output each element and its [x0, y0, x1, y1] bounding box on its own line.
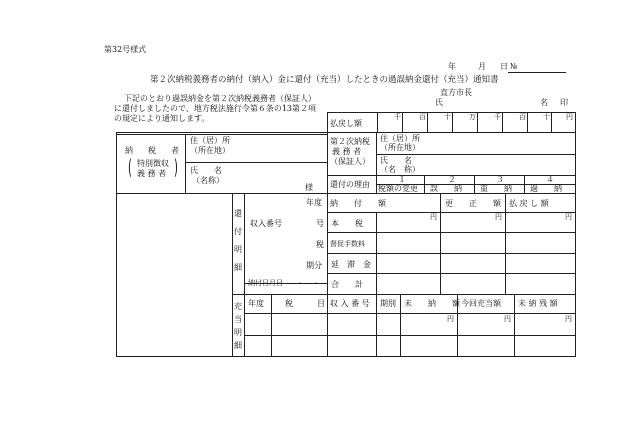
kanpu-row-label: 督促手数料 — [330, 240, 365, 248]
kanpu-col-header: 更 正 額 — [445, 199, 501, 208]
juto-col-header: 収 入 番 号 — [330, 299, 370, 308]
kanpu-col-line — [505, 193, 506, 294]
frame-top — [116, 132, 576, 133]
frame-right — [575, 112, 576, 357]
reason-item: 過 納 — [530, 184, 562, 193]
juto-label-char: 明 — [234, 328, 242, 337]
kanpu-kibetsu: 期分 — [306, 261, 322, 270]
refund-cell-line — [527, 112, 528, 133]
kanpu-row-label: 延 滞 金 — [331, 260, 371, 269]
issuer-office: 直方市長 — [440, 88, 472, 97]
secondary-address-label: 住（居）所 — [380, 134, 420, 143]
intro-line-1: 下記のとおり過誤納金を第２次納税義務者（保証人） — [124, 94, 316, 103]
kanpu-row-line — [327, 232, 576, 233]
juto-col-header: 期別 — [380, 299, 396, 308]
taxpayer-label-char: 税 — [148, 146, 156, 155]
yen-unit: 円 — [430, 213, 437, 221]
taxpayer-paren-line: 特別徴収 — [137, 159, 169, 168]
juto-col-line — [514, 294, 515, 357]
reason-num: ３ — [496, 175, 504, 184]
reason-item: 税額の変更 — [378, 184, 418, 193]
reason-col-line — [474, 175, 475, 194]
unit-label: 万 — [469, 113, 476, 121]
juto-row-line — [244, 313, 576, 314]
date-day: 日 — [500, 62, 508, 71]
yen-unit: 円 — [495, 213, 502, 221]
kanpu-zei: 税 — [316, 240, 324, 249]
refund-cell-line — [551, 112, 552, 133]
juto-col-header: 未 納 残 額 — [518, 299, 558, 308]
secondary-mid — [376, 154, 576, 155]
reason-item: 誤 納 — [430, 184, 462, 193]
yen-unit: 円 — [565, 315, 572, 323]
secondary-label-line: 義 務 者 — [332, 147, 362, 156]
taxpayer-name-sub: （名称） — [192, 176, 224, 185]
refund-cell-line — [427, 112, 428, 133]
intro-line-2: に還付しましたので、地方税法施行令第６条の13第２項 — [114, 104, 317, 113]
kanpu-label-char: 細 — [234, 263, 242, 272]
refund-div — [377, 112, 378, 133]
juto-col-header: 年度 — [248, 299, 264, 308]
date-month: 月 — [478, 62, 486, 71]
kanpu-bottom — [232, 294, 576, 295]
number-underline — [508, 72, 566, 73]
kanpu-nendo: 年度 — [306, 198, 322, 207]
taxpayer-name-label: 氏 名 — [190, 166, 222, 175]
kanpu-labelcol — [244, 193, 245, 357]
yen-unit: 円 — [565, 213, 572, 221]
refund-cell-line — [402, 112, 403, 133]
document-number: № — [510, 62, 518, 71]
kanpu-label-char: 明 — [234, 245, 242, 254]
taxpayer-honorific: 様 — [305, 183, 313, 192]
kanpu-date-sep: ・ ・ — [296, 279, 320, 288]
kanpu-label-char: 還 — [234, 209, 242, 218]
secondary-label-line: （保証人） — [330, 157, 370, 166]
unit-label: 百 — [419, 113, 426, 121]
unit-label: 円 — [566, 113, 573, 121]
taxpayer-address-sub: （所在地） — [190, 146, 230, 155]
refund-left — [327, 112, 328, 133]
secondary-label-line: 第２次納税 — [330, 137, 370, 146]
juto-row-line — [244, 335, 576, 336]
paren-open-icon: ( — [127, 155, 132, 179]
intro-line-3: の規定により通知します。 — [114, 114, 210, 123]
yen-unit: 円 — [504, 315, 511, 323]
center-div-upper — [327, 132, 328, 194]
kanpu-col-line — [440, 193, 441, 294]
reason-col-line — [424, 175, 425, 194]
juto-label-char: 充 — [234, 302, 242, 311]
juto-label-char: 当 — [234, 315, 242, 324]
kanpu-row-line — [327, 212, 576, 213]
taxpayer-top — [116, 134, 328, 135]
refund-cell-line — [452, 112, 453, 133]
kanpu-nofu-date: 納付日月日 — [248, 279, 283, 287]
unit-label: 十 — [543, 113, 550, 121]
refund-cell-line — [477, 112, 478, 133]
kanpu-col-header: 納 付 額 — [330, 199, 386, 208]
kanpu-col-header: 払 戻 し 額 — [509, 199, 549, 208]
refund-cell-line — [502, 112, 503, 133]
refund-label: 払戻し額 — [330, 119, 362, 128]
reason-num: １ — [398, 175, 406, 184]
document-title: 第２次納税義務者の納付（納入）金に還付（充当）したときの過誤納金還付（充当）通知書 — [150, 75, 499, 85]
frame-left — [116, 132, 117, 357]
juto-col-line — [376, 294, 377, 357]
kanpu-go: 号 — [316, 219, 324, 228]
unit-label: 百 — [519, 113, 526, 121]
unit-label: 千 — [494, 113, 501, 121]
juto-col-line — [400, 294, 401, 357]
kanpu-left — [232, 193, 233, 357]
taxpayer-paren-line: 義 務 者 — [137, 169, 167, 178]
juto-col-line — [271, 294, 272, 357]
reason-num: ２ — [448, 175, 456, 184]
frame-bottom — [116, 356, 576, 357]
juto-col-header: 税 目 — [285, 299, 325, 308]
kanpu-row-label: 合 計 — [331, 280, 363, 289]
form-id: 第32号様式 — [104, 45, 147, 54]
taxpayer-label-char: 納 — [125, 146, 133, 155]
secondary-name-sub: （名 称） — [380, 165, 420, 174]
issuer-name-label: 氏 — [435, 98, 443, 107]
kanpu-row-line — [327, 273, 576, 274]
yen-unit: 円 — [447, 315, 454, 323]
unit-label: 十 — [444, 113, 451, 121]
issuer-name-suffix: 名 — [540, 98, 548, 107]
taxpayer-mid — [185, 162, 328, 163]
reason-label: 還付の理由 — [330, 180, 370, 189]
kanpu-row-label: 本 税 — [331, 219, 363, 228]
taxpayer-div — [185, 134, 186, 194]
secondary-name-label: 氏 名 — [380, 156, 412, 165]
secondary-address-sub: （所在地） — [380, 143, 420, 152]
reason-num: ４ — [546, 175, 554, 184]
kanpu-center — [327, 193, 328, 357]
juto-col-header: 今回充当額 — [461, 299, 501, 308]
taxpayer-label-char: 者 — [171, 146, 179, 155]
date-year: 年 — [448, 62, 456, 71]
taxpayer-address-label: 住（居）所 — [190, 136, 230, 145]
paren-close-icon: ) — [173, 155, 178, 179]
juto-label-char: 細 — [234, 341, 242, 350]
reason-item: 重 納 — [480, 184, 512, 193]
juto-col-header: 未 納 額 — [404, 299, 460, 308]
kanpu-shunyu-label: 収入番号 — [250, 219, 282, 228]
kanpu-row-line — [327, 253, 576, 254]
kanpu-label-char: 付 — [234, 227, 242, 236]
issuer-seal: 印 — [560, 98, 568, 107]
reason-col-line — [524, 175, 525, 194]
unit-label: 千 — [394, 113, 401, 121]
